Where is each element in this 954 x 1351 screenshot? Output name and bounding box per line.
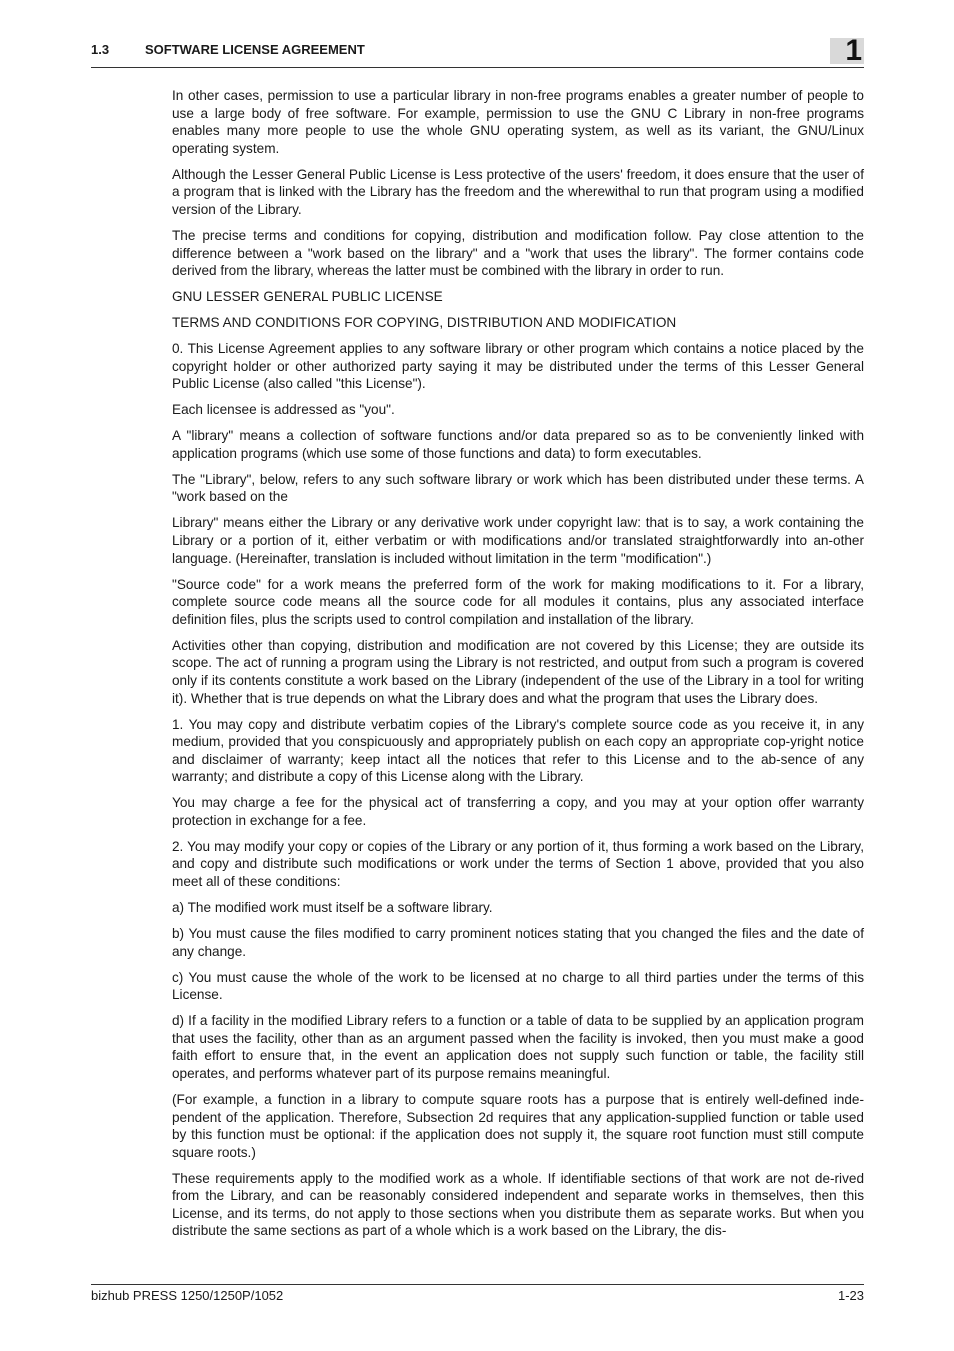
paragraph: The "Library", below, refers to any such software library or work which has been distributed under these terms. A "work based on the	[172, 471, 864, 505]
paragraph: These requirements apply to the modified work as a whole. If identifiable sections of that work are not de-rived from the Library, and can be reasonably considered independent and separate works in themselves, then this License, and its terms, do not apply to those sections when you distribute them as separate works. But when you distribute the same sections as part of a whole which is a work based on the Library, the dis-	[172, 1170, 864, 1239]
paragraph: "Source code" for a work means the preferred form of the work for making modifications to it. For a library, complete source code means all the source code for all modules it contains, plus any associated interface definition files, plus the scripts used to control compilation and installation of the library.	[172, 576, 864, 627]
section-title: SOFTWARE LICENSE AGREEMENT	[145, 42, 365, 57]
terms-heading: TERMS AND CONDITIONS FOR COPYING, DISTRIBUTION AND MODIFICATION	[172, 315, 677, 331]
paragraph: (For example, a function in a library to compute square roots has a purpose that is entirely well-defined inde-pendent of the application. Therefore, Subsection 2d requires that any application-supplied function or table used by this function must be optional: if the application does not supply it, the square root function must still compute square roots.)	[172, 1091, 864, 1160]
paragraph: Although the Lesser General Public License is Less protective of the users' freedom, it does ensure that the user of a program that is linked with the Library has the freedom and the wherewithal to run that program using a modified version of the Library.	[172, 166, 864, 217]
paragraph: The precise terms and conditions for copying, distribution and modification follow. Pay close attention to the difference between a "work based on the library" and a "work that uses the library". The former contains code derived from the library, whereas the latter must be combined with the library in order to run.	[172, 227, 864, 279]
paragraph: 1. You may copy and distribute verbatim copies of the Library's complete source code as you receive it, in any medium, provided that you conspicuously and appropriately publish on each copy an appropriate cop-yright notice and disclaimer of warranty; keep intact all the notices that refer to this License and to the ab-sence of any warranty; and distribute a copy of this License along with the Library.	[172, 716, 864, 785]
paragraph: 2. You may modify your copy or copies of the Library or any portion of it, thus forming a work based on the Library, and copy and distribute such modifications or work under the terms of Section 1 above, provided that you also meet all of these conditions:	[172, 838, 864, 890]
section-number: 1.3	[91, 42, 110, 57]
paragraph: Library" means either the Library or any derivative work under copyright law: that is to say, a work containing the Library or a portion of it, either verbatim or with modifications and/or translated straightforwardly into an-other language. (Hereinafter, translation is included without limitation in the term "modification".)	[172, 515, 864, 566]
paragraph: In other cases, permission to use a particular library in non-free programs enables a greater number of people to use a large body of free software. For example, permission to use the GNU C Library in non-free programs enables many more people to use the whole GNU operating system, as well as its variant, the GNU/Linux operating system.	[172, 88, 864, 156]
paragraph: Activities other than copying, distribution and modification are not covered by this License; they are outside its scope. The act of running a program using the Library is not restricted, and output from such a program is covered only if its contents constitute a work based on the Library (independent of the use of the Library in a tool for writing it). Whether that is true depends on what the Library does and what the program that uses the Library does.	[172, 637, 864, 706]
page-number: 1-23	[837, 1288, 864, 1303]
list-item: a) The modified work must itself be a software library.	[172, 900, 493, 916]
chapter-number: 1	[845, 34, 862, 67]
page-footer	[91, 1284, 864, 1309]
product-name: bizhub PRESS 1250/1250P/1052	[91, 1288, 284, 1303]
license-heading: GNU LESSER GENERAL PUBLIC LICENSE	[172, 289, 443, 305]
paragraph: 0. This License Agreement applies to any software library or other program which contains a notice placed by the copyright holder or other authorized party saying it may be distributed under the terms of this Lesser General Public License (also called "this License").	[172, 341, 864, 392]
list-item: b) You must cause the files modified to carry prominent notices stating that you changed the files and the date of any change.	[172, 926, 864, 959]
paragraph: A "library" means a collection of software functions and/or data prepared so as to be conveniently linked with application programs (which use some of those functions and data) to form executables.	[172, 428, 864, 461]
paragraph: Each licensee is addressed as "you".	[172, 402, 395, 418]
paragraph: You may charge a fee for the physical act of transferring a copy, and you may at your option offer warranty protection in exchange for a fee.	[172, 795, 864, 828]
body-text	[172, 87, 864, 1248]
list-item: d) If a facility in the modified Library refers to a function or a table of data to be supplied by an application program that uses the facility, other than as an argument passed when the facility is invoked, then you must make a good faith effort to ensure that, in the event an application does not supply such function or table, the facility still operates, and performs whatever part of its purpose remains meaningful.	[172, 1013, 864, 1081]
page-header	[91, 34, 864, 68]
list-item: c) You must cause the whole of the work to be licensed at no charge to all third parties under the terms of this License.	[172, 969, 864, 1003]
